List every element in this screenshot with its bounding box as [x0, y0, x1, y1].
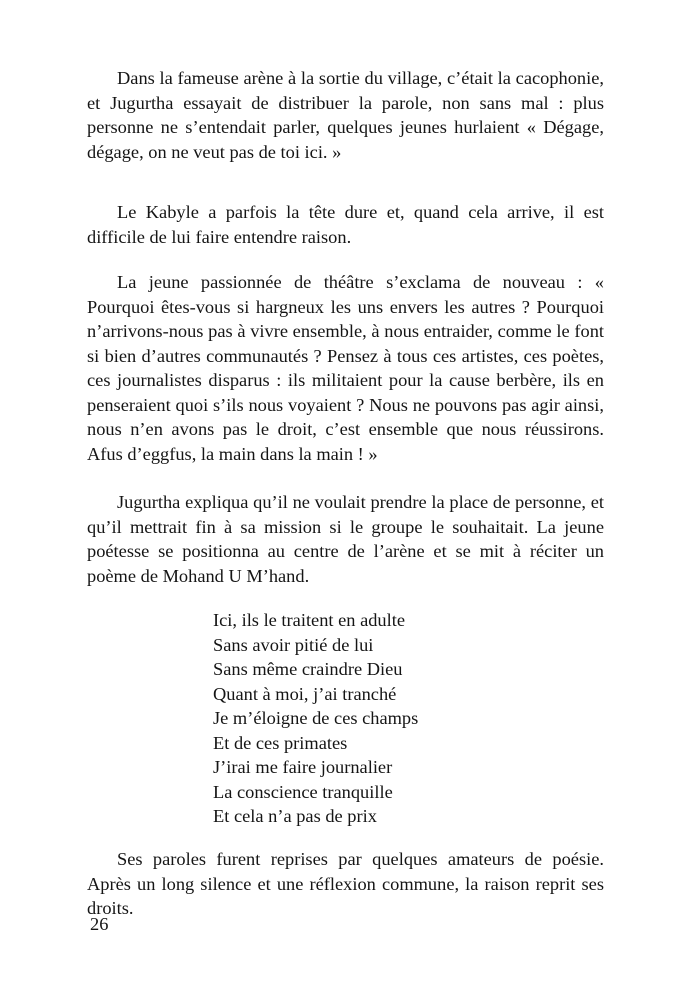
paragraph-theatre-plea: La jeune passionnée de théâtre s’exclama de nouveau : « Pourquoi êtes-vous si hargneux les uns envers les autres ? Pourquoi n’arrivons-nous pas à vivre ensemble, à nous entraider, comme le font si bien d’autres communautés ? Pensez à tous ces artistes, ces poètes, ces journalistes disparus : ils militaient pour la cause berbère, ils en penseraient quoi s’ils nous voyaient ? Nous ne pouvons pas agir ainsi, nous n’en avons pas le droit, c’est ensemble que nous réussirons. Afus d’eggfus, la main dans la main ! »	[87, 272, 604, 464]
poem-line: La conscience tranquille	[213, 781, 393, 802]
poem-line: Et de ces primates	[213, 732, 348, 753]
poem-line: Et cela n’a pas de prix	[213, 806, 377, 826]
poem-line: Sans avoir pitié de lui	[213, 634, 374, 655]
paragraph-jugurtha-explains: Jugurtha expliqua qu’il ne voulait prendre la place de personne, et qu’il mettrait fin à sa mission si le groupe le souhaitait. La jeune poétesse se positionna au centre de l’arène et se mit à réciter un poème de Mohand U M’hand.	[87, 492, 604, 586]
poem-line: Quant à moi, j’ai tranché	[213, 683, 397, 704]
poem-line: J’irai me faire journalier	[213, 757, 393, 777]
poem-line: Je m’éloigne de ces champs	[213, 708, 419, 728]
paragraph-kabyle-stubborn: Le Kabyle a parfois la tête dure et, quand cela arrive, il est difficile de lui faire entendre raison.	[87, 202, 604, 247]
paragraph-arena-cacophony: Dans la fameuse arène à la sortie du village, c’était la cacophonie, et Jugurtha essayait de distribuer la parole, non sans mal : plus personne ne s’entendait parler, quelques jeunes hurlaient « Dégage, dégage, on ne veut pas de toi ici. »	[87, 68, 604, 162]
page-number: 26	[90, 914, 109, 934]
poem-line: Sans même craindre Dieu	[213, 659, 403, 679]
poem-block	[213, 608, 418, 829]
paragraph-reason-returns: Ses paroles furent reprises par quelques amateurs de poésie. Après un long silence et une réflexion commune, la raison reprit ses droits.	[87, 849, 604, 918]
poem-line: Ici, ils le traitent en adulte	[213, 610, 406, 630]
